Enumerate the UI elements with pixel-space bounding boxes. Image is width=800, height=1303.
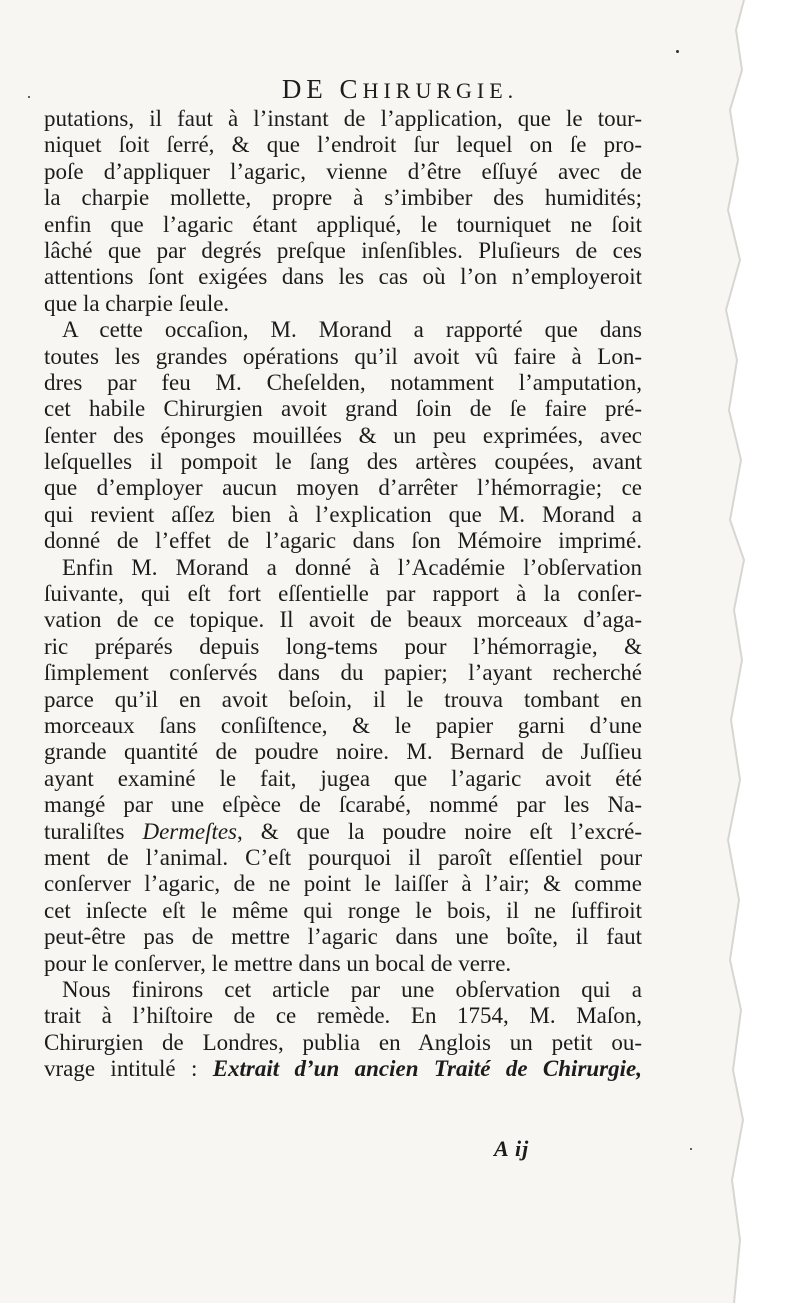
text-line: vation de ce topique. Il avoit de beaux morceaux d’aga- [44,607,642,633]
ink-speck [28,96,30,98]
text-line: la charpie mollette, propre à s’imbiber des humidités; [44,185,642,211]
running-head-prefix: DE C [281,74,363,104]
text-line: leſquelles il pompoit le ſang des artères coupées, avant [44,449,642,475]
text-segment: vrage intitulé : [44,1056,198,1082]
ink-speck [676,50,679,53]
text-line: que d’employer aucun moyen d’arrêter l’hémorragie; ce [44,475,642,501]
paragraph-start-line: Enfin M. Morand a donné à l’Académie l’obſervation [62,554,642,580]
paragraph-start-line: A cette occaſion, M. Morand a rapporté que dans [62,317,642,343]
text-line: que la charpie ſeule. [44,290,230,316]
running-head-rest: HIRURGIE. [362,78,519,103]
text-line: grande quantité de poudre noire. M. Bernard de Juſſieu [44,739,642,765]
text-line: pour le conſerver, le mettre dans un bocal de verre. [44,950,512,976]
paragraph-start-line: Nous finirons cet article par une obſervation qui a [62,976,642,1002]
signature-mark: A ij [494,1136,530,1161]
text-line: ment de l’animal. C’eſt pourquoi il paroît eſſentiel pour [44,844,642,870]
italic-term: Dermeſtes [142,818,238,844]
text-line: qui revient aſſez bien à l’explication que M. Morand a [44,501,642,527]
text-line: lâché que par degrés preſque inſenſibles. Pluſieurs de ces [44,237,642,263]
text-line: enfin que l’agaric étant appliqué, le tourniquet ne ſoit [44,211,642,237]
text-line: niquet ſoit ſerré, & que l’endroit ſur lequel on ſe pro- [44,132,642,158]
text-line: cet habile Chirurgien avoit grand ſoin de ſe faire pré- [44,396,642,422]
text-line: cet inſecte eſt le même qui ronge le bois, il ne ſuffiroit [44,897,642,923]
text-line: ric préparés depuis long-tems pour l’hémorragie, & [44,633,642,659]
text-line: parce qu’il en avoit beſoin, il le trouva tombant en [44,686,642,712]
text-line: trait à l’hiſtoire de ce remède. En 1754, M. Maſon, [44,1003,642,1029]
text-segment: , & que la poudre noire eſt l’excré- [237,818,643,844]
text-line: morceaux ſans conſiſtence, & le papier garni d’une [44,712,642,738]
text-line: mangé par une eſpèce de ſcarabé, nommé par les Na- [44,792,642,818]
text-line: Chirurgien de Londres, publia en Anglois un petit ou- [44,1029,642,1055]
text-line: dres par feu M. Cheſelden, notamment l’amputation, [44,369,642,395]
text-segment: turaliſtes [44,818,125,844]
text-line: toutes les grandes opérations qu’il avoit vû faire à Lon- [44,343,642,369]
text-line: putations, il faut à l’instant de l’application, que le tour- [44,106,642,131]
text-line: attentions ſont exigées dans les cas où l’on n’employeroit [44,264,642,290]
text-line: ſenter des éponges mouillées & un peu exprimées, avec [44,422,642,448]
text-line: ſimplement conſervés dans du papier; l’ayant recherché [44,660,642,686]
text-line: ſuivante, qui eſt fort eſſentielle par rapport à la conſer- [44,581,642,607]
ink-speck [690,1148,692,1150]
text-line: ayant examiné le fait, jugea que l’agaric avoit été [44,765,642,791]
text-line: donné de l’effet de l’agaric dans ſon Mémoire imprimé. [44,528,642,554]
italic-title: Extrait d’un ancien Traité de Chirurgie, [212,1056,642,1082]
text-line: peut-être pas de mettre l’agaric dans une boîte, il faut [44,924,642,950]
text-line-mixed [44,819,642,845]
body-text [44,106,642,1082]
text-line: conſerver l’agaric, de ne point le laiſſer à l’air; & comme [44,871,642,897]
text-line-mixed [44,1056,642,1082]
text-line: poſe d’appliquer l’agaric, vienne d’être eſſuyé avec de [44,158,642,184]
